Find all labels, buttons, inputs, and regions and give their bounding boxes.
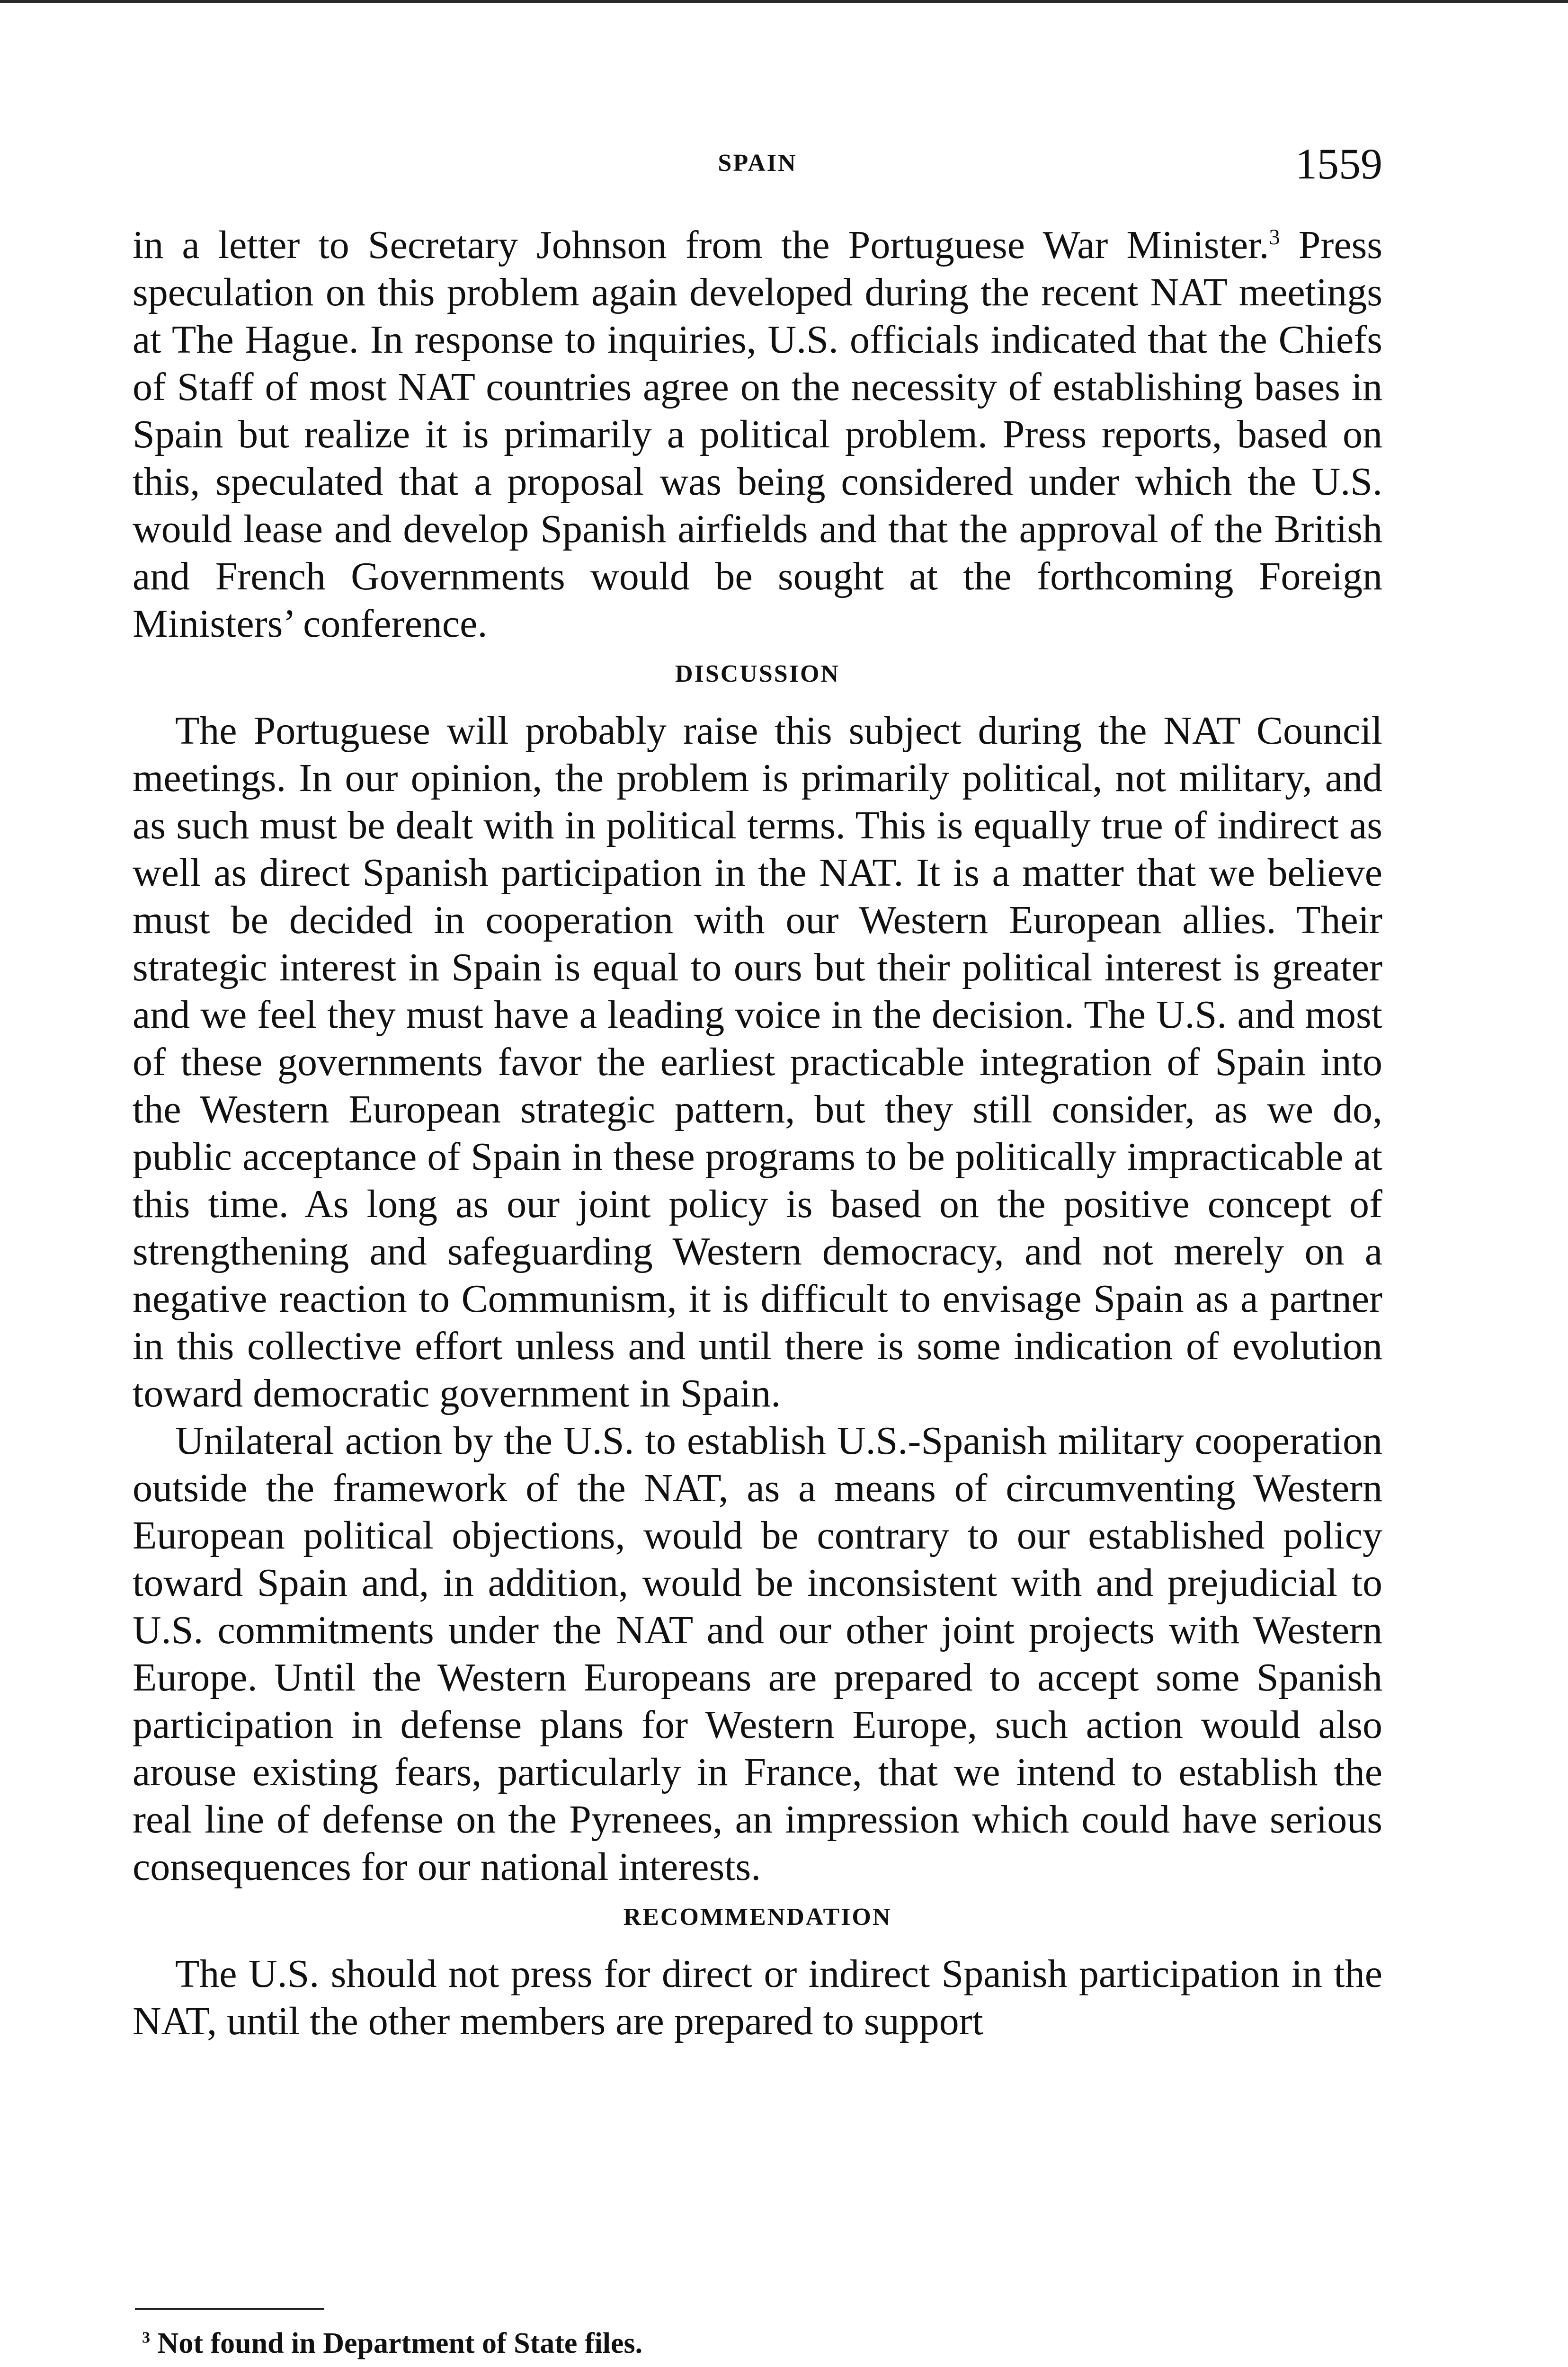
footnote bbox=[142, 2324, 1278, 2362]
discussion-heading: DISCUSSION bbox=[675, 660, 840, 687]
paragraph-text: in a letter to Secretary Johnson from the Portuguese War Minister. bbox=[133, 223, 1269, 267]
discussion-paragraph-1: The Portuguese will probably raise this subject during the NAT Council meetings. In our opinion, the problem is primarily political, not military, and as such must be dealt with in political terms. This is equally true of indirect as well as direct Spanish participation in the NAT. It is a matter that we believe must be decided in cooperation with our Western European allies. Their strategic interest in Spain is equal to ours but their political interest is greater and we feel they must have a leading voice in the decision. The U.S. and most of these governments favor the earliest practicable integration of Spain into the Western European strategic pattern, but they still consider, as we do, public acceptance of Spain in these programs to be politically impracticable at this time. As long as our joint policy is based on the positive concept of strengthening and safeguarding Western democracy, and not merely on a negative reaction to Communism, it is difficult to envisage Spain as a partner in this collective effort unless and until there is some indication of evolution toward democratic government in Spain. bbox=[133, 709, 1382, 1415]
body-text bbox=[133, 222, 1382, 2045]
recommendation-paragraph: The U.S. should not press for direct or indirect Spanish participation in the NAT, until the other members are prepared to support bbox=[133, 1952, 1382, 2043]
footnote-text: Not found in Department of State files. bbox=[157, 2327, 643, 2359]
continued-paragraph bbox=[133, 222, 1382, 648]
footnote-reference: 3 bbox=[1269, 225, 1280, 249]
recommendation-heading: RECOMMENDATION bbox=[623, 1904, 892, 1931]
page-header bbox=[133, 135, 1382, 187]
discussion-paragraph-2: Unilateral action by the U.S. to establish U.S.-Spanish military cooperation outside the framework of the NAT, as a means of circumventing Western European political objections, would be contrary to our established policy toward Spain and, in addition, would be inconsistent with and prejudicial to U.S. commitments under the NAT and our other joint projects with Western Europe. Until the Western Europeans are prepared to accept some Spanish participation in defense plans for Western Europe, such action would also arouse existing fears, particularly in France, that we intend to establish the real line of defense on the Pyrenees, an impression which could have serious consequences for our national interests. bbox=[133, 1419, 1382, 1889]
paragraph-text: Press speculation on this problem again developed during the recent NAT meetings at The Hague. In response to inquiries, U.S. officials indicated that the Chiefs of Staff of most NAT countries agree on the necessity of establishing bases in Spain but realize it is primarily a political problem. Press reports, based on this, speculated that a proposal was being considered under which the U.S. would lease and develop Spanish airfields and that the approval of the British and French Governments would be sought at the forthcoming Foreign Ministers’ conference. bbox=[133, 223, 1382, 646]
top-border-rule bbox=[0, 0, 1568, 3]
running-head: SPAIN bbox=[718, 150, 797, 177]
footnote-marker: 3 bbox=[142, 2329, 151, 2347]
footnote-divider bbox=[135, 2308, 324, 2310]
page-number: 1559 bbox=[1295, 140, 1382, 188]
